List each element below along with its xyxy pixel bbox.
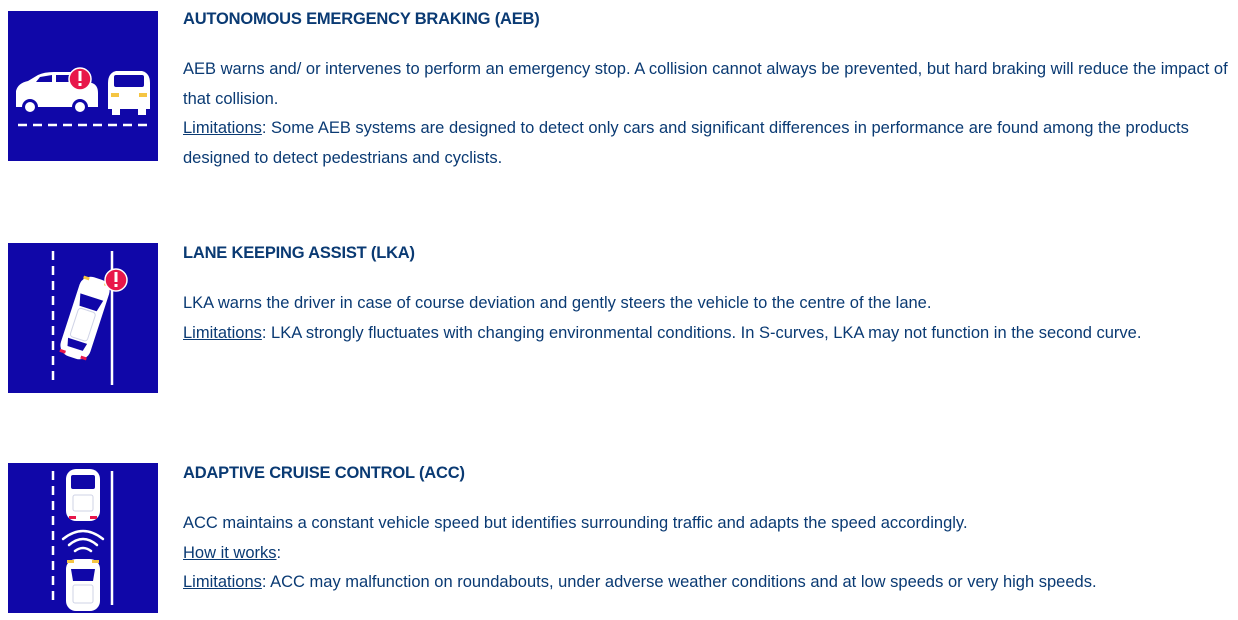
limitations-paragraph: [183, 568, 1238, 598]
adaptive-cruise-icon: [8, 463, 158, 613]
feature-description: LKA warns the driver in case of course deviation and gently steers the vehicle to the centre of the lane.: [183, 294, 932, 312]
how-it-works-link[interactable]: How it works: [183, 543, 277, 562]
feature-description: ACC maintains a constant vehicle speed but identifies surrounding traffic and adapts the speed accordingly.: [183, 514, 968, 532]
feature-lka-text: [183, 243, 1238, 348]
feature-acc-text: [183, 463, 1238, 598]
limitations-link[interactable]: Limitations: [183, 323, 262, 342]
lane-keeping-icon: [8, 243, 158, 393]
limitations-link[interactable]: Limitations: [183, 573, 262, 591]
limitations-text: : LKA strongly fluctuates with changing environmental conditions. In S-curves, LKA may not function in the second curve.: [261, 323, 1142, 342]
how-it-works-paragraph: [183, 539, 1238, 569]
feature-title: AUTONOMOUS EMERGENCY BRAKING (AEB): [183, 10, 540, 28]
limitations-link[interactable]: Limitations: [183, 119, 262, 137]
limitations-paragraph: [183, 114, 1238, 173]
limitations-paragraph: [183, 319, 1238, 349]
feature-aeb-text: [183, 11, 1238, 173]
limitations-text: : Some AEB systems are designed to detect only cars and significant differences in performance are found among the products designed to detect pedestrians and cyclists.: [183, 119, 1189, 167]
how-it-works-text: :: [276, 543, 282, 562]
aeb-collision-warning-icon: [8, 11, 158, 161]
feature-description: AEB warns and/ or intervenes to perform an emergency stop. A collision cannot always be prevented, but hard braking will reduce the impact of that collision.: [183, 60, 1228, 108]
limitations-text: : ACC may malfunction on roundabouts, under adverse weather conditions and at low speeds or very high speeds.: [261, 573, 1097, 591]
feature-title: ADAPTIVE CRUISE CONTROL (ACC): [183, 464, 465, 482]
feature-title: LANE KEEPING ASSIST (LKA): [183, 244, 415, 262]
